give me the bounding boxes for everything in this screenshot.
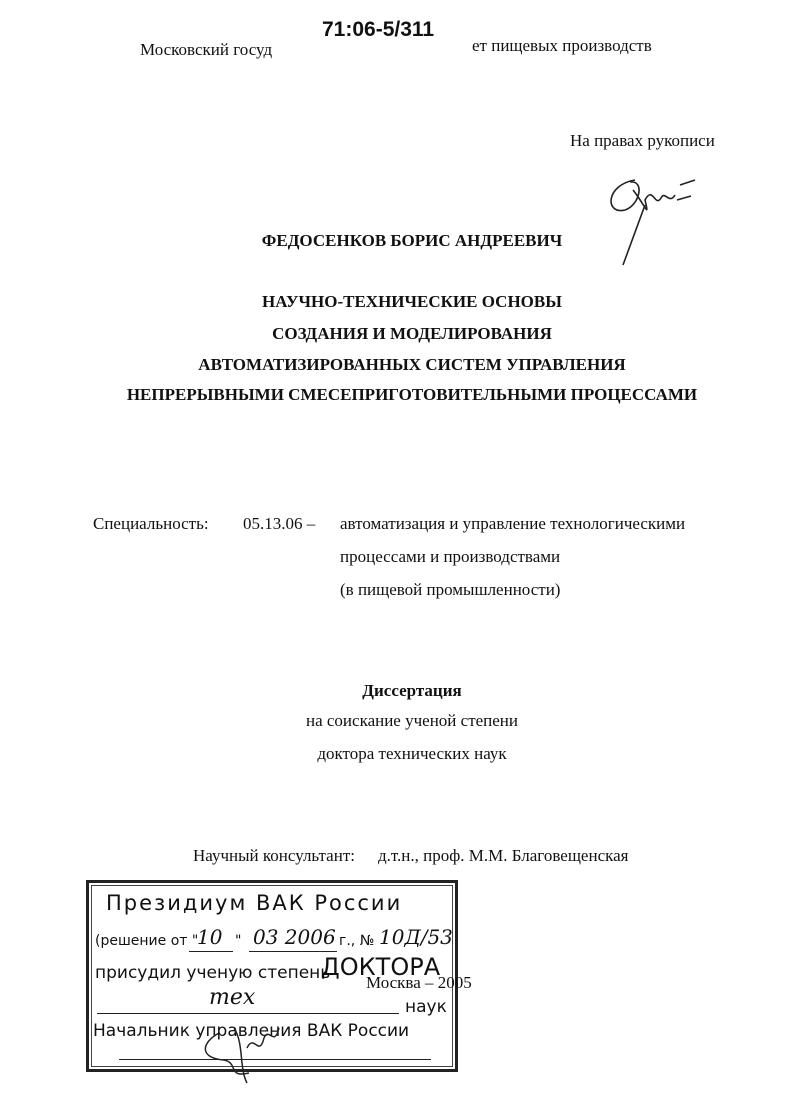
- stamp-number-prefix: г., №: [339, 933, 375, 949]
- specialty-line: процессами и производствами: [340, 547, 561, 566]
- stamp-number: 10Д/53: [379, 925, 453, 949]
- stamp-title: Президиум ВАК России: [106, 891, 403, 915]
- title-line: АВТОМАТИЗИРОВАННЫХ СИСТЕМ УПРАВЛЕНИЯ: [198, 355, 626, 374]
- archive-code: 71:06-5/311: [322, 18, 435, 41]
- stamp-field-suffix: наук: [405, 997, 447, 1017]
- stamp-head: Начальник управления ВАК России: [93, 1021, 410, 1041]
- specialty-code: 05.13.06 –: [243, 514, 316, 533]
- stamp-day: 10: [197, 925, 223, 949]
- author-name: ФЕДОСЕНКОВ БОРИС АНДРЕЕВИЧ: [261, 231, 563, 250]
- stamp-decision-prefix: (решение от ": [95, 933, 199, 949]
- stamp-month-year: 03 2006: [253, 925, 336, 949]
- institution-right: ет пищевых производств: [472, 36, 652, 55]
- stamp-awarded: присудил ученую степень: [95, 963, 331, 983]
- specialty-line: (в пищевой промышленности): [340, 580, 561, 599]
- dissertation-line: на соискание ученой степени: [305, 711, 519, 730]
- specialty-label: Специальность:: [93, 514, 209, 533]
- stamp-degree: ДОКТОРА: [321, 953, 441, 981]
- stamp-field: тех: [209, 985, 256, 1010]
- stamp-quote: ": [235, 933, 242, 949]
- dissertation-line: доктора технических наук: [317, 744, 507, 763]
- city-year: Москва – 2005: [366, 973, 472, 992]
- author-signature: [595, 160, 725, 270]
- title-line: НЕПРЕРЫВНЫМИ СМЕСЕПРИГОТОВИТЕЛЬНЫМИ ПРОЦЕССАМИ: [126, 385, 698, 404]
- consultant-value: д.т.н., проф. М.М. Благовещенская: [378, 846, 629, 865]
- specialty-line: автоматизация и управление технологическими: [340, 514, 686, 533]
- dissertation-heading: Диссертация: [362, 681, 462, 700]
- title-line: СОЗДАНИЯ И МОДЕЛИРОВАНИЯ: [272, 324, 552, 343]
- title-line: НАУЧНО-ТЕХНИЧЕСКИЕ ОСНОВЫ: [262, 292, 562, 311]
- manuscript-note: На правах рукописи: [570, 131, 715, 150]
- consultant-label: Научный консультант:: [193, 846, 355, 865]
- institution-left: Московский госуд: [140, 40, 273, 59]
- stamp-signature: [199, 1018, 289, 1088]
